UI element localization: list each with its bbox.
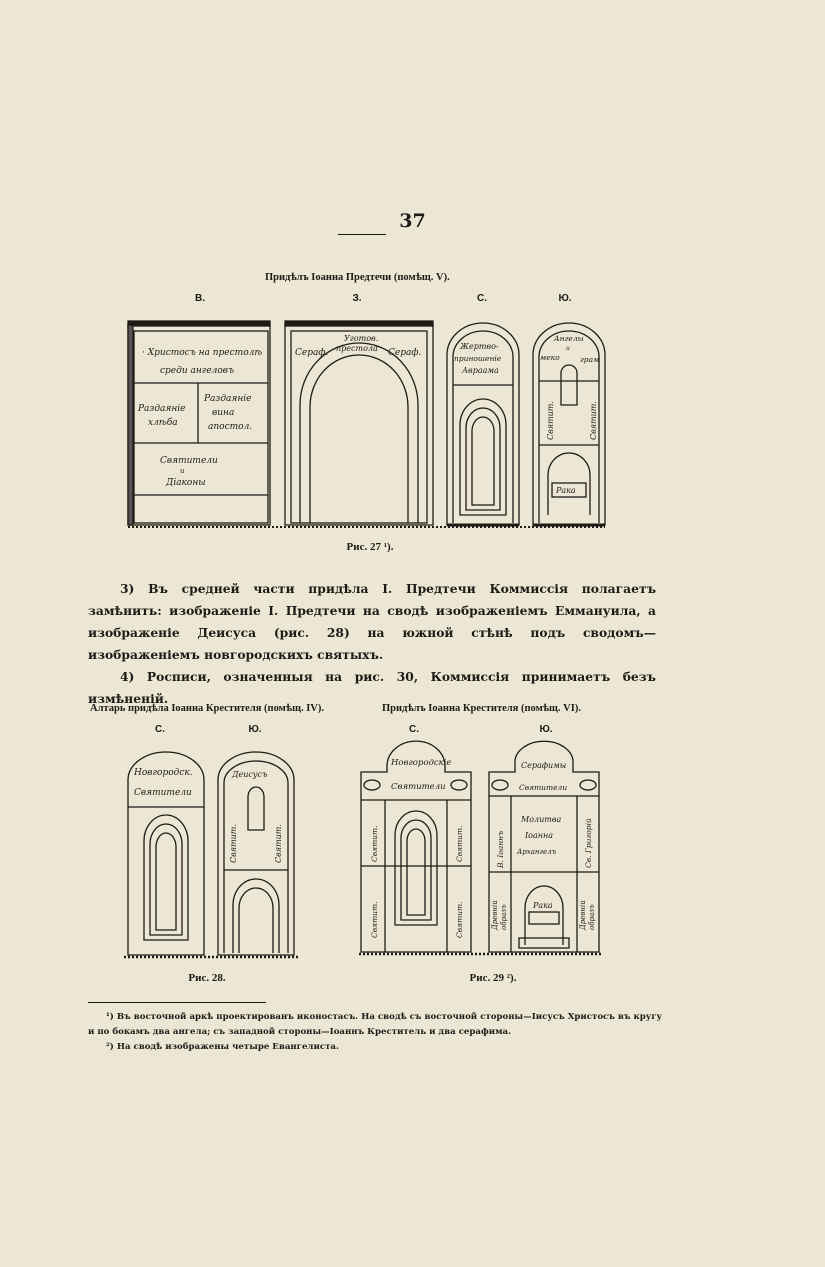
figure-28-direction-south: Ю.	[248, 724, 262, 735]
wall-east-label-saints: Святители	[160, 456, 218, 466]
footnotes	[88, 1010, 662, 1055]
wall-north-label-2: Святители	[391, 782, 446, 792]
footnote-1: ¹) Въ восточной аркѣ проектированъ иконостасъ. На сводѣ съ восточной стороны—Іисусъ Христосъ въ кругу и по бокамъ два ангела; съ западной стороны—Іоаннъ Креститель и два серафима.	[88, 1012, 662, 1037]
page-number: 37	[399, 210, 426, 232]
wall-south-label-old-icon-right-2: образъ	[588, 904, 596, 930]
wall-south-label-right: грам	[580, 355, 600, 364]
wall-east-label-and: и	[180, 467, 185, 475]
wall-north-label-saint-1: Святит.	[370, 825, 379, 862]
wall-north-label-saint-4: Святит.	[455, 901, 464, 938]
wall-south-label-saint-right: Святит.	[589, 401, 598, 440]
figure-27-direction-south: Ю.	[558, 293, 572, 304]
wall-east-label-bread-2: хлѣба	[148, 418, 178, 428]
wall-south-label-old-icon-right-1: Древній	[579, 900, 587, 930]
wall-south-label-saint-left: Святит.	[229, 824, 238, 863]
wall-east-label-wine-2: вина	[212, 408, 235, 418]
wall-south-label-shrine: Рака	[533, 901, 553, 910]
wall-east-label-christ: · Христосъ на престолѣ	[142, 348, 263, 358]
wall-south-label-seraphim: Серафимы	[521, 761, 567, 770]
wall-west-label-seraph-right: Сераф.	[388, 348, 422, 358]
wall-south-label-deisus: Деисусъ	[232, 770, 268, 779]
wall-north	[128, 752, 204, 955]
figure-28-title: Алтарь придѣла Іоанна Крестителя (помѣщ. IV).	[90, 703, 324, 714]
wall-south-label-old-icon-left-2: образъ	[500, 904, 508, 930]
wall-south-label-shrine: Рака	[556, 486, 576, 495]
figure-27-direction-west: З.	[352, 293, 362, 304]
body-text	[88, 578, 656, 710]
wall-north-label-1: Новгородск.	[134, 768, 193, 778]
wall-west-label-throne-2: престола	[336, 344, 378, 353]
wall-north-label-2: Святители	[134, 788, 192, 798]
wall-south-label-prayer-1: Молитва	[521, 815, 562, 824]
figure-27-direction-east: В.	[195, 293, 205, 304]
paragraph-4: 4) Росписи, означенныя на рис. 30, Коммиссія принимаетъ безъ измѣненій.	[88, 669, 656, 706]
figure-27-caption: Рис. 27 ¹).	[346, 541, 394, 553]
wall-south-label-saints: Святители	[519, 783, 568, 792]
figure-28-drawing	[118, 745, 308, 965]
wall-south-label-and: и	[566, 345, 570, 352]
wall-north-label-3: Авраама	[462, 366, 499, 375]
wall-east-label-angels: среди ангеловъ	[160, 366, 235, 376]
wall-south-label-saint-left: Святит.	[546, 401, 555, 440]
wall-south-label-angels: Ангелы	[554, 334, 584, 343]
wall-south-label-prayer-3: Архангелъ	[517, 848, 557, 856]
wall-east-label-deacons: Діаконы	[166, 478, 206, 488]
figure-29-direction-north: С.	[409, 724, 419, 735]
page-number-rule	[338, 234, 386, 235]
wall-west-label-throne-1: Уготов.	[344, 334, 379, 343]
wall-east-label-wine-1: Раздаяніе	[204, 394, 252, 404]
wall-south-label-prayer-2: Іоанна	[525, 831, 554, 840]
wall-north-label-1: Новгородскіе	[391, 758, 452, 768]
wall-north-label-2: приношеніе	[454, 354, 502, 363]
wall-east-label-wine-3: апостол.	[208, 422, 253, 432]
figure-29-caption: Рис. 29 ²).	[469, 972, 517, 984]
wall-south-label-old-icon-left-1: Древній	[491, 900, 499, 930]
wall-south-label-john: В. Іоаннъ	[496, 830, 505, 868]
figure-27-direction-north: С.	[477, 293, 487, 304]
wall-north-label-1: Жертво-	[460, 342, 499, 351]
wall-south-label-saint-right: Святит.	[274, 824, 283, 863]
wall-north-label-saint-3: Святит.	[370, 901, 379, 938]
figure-29-drawing	[355, 740, 615, 965]
wall-north-label-saint-2: Святит.	[455, 825, 464, 862]
footnote-rule	[88, 1002, 266, 1003]
footnote-2: ²) На сводѣ изображены четыре Евангелиста.	[106, 1042, 339, 1052]
wall-east-label-bread-1: Раздаяніе	[138, 404, 186, 414]
paragraph-3: 3) Въ средней части придѣла І. Предтечи Коммиссія полагаетъ замѣнить: изображеніе І. Предтечи на сводѣ изображеніемъ Еммануила, а изображеніе Деисуса (рис. 28) на южной стѣнѣ подъ сводомъ—изображеніемъ новгородскихъ святыхъ.	[88, 581, 656, 662]
figure-27-drawing	[120, 315, 620, 535]
wall-south-label-gregory: Св. Григорій	[584, 818, 593, 868]
figure-28-caption: Рис. 28.	[188, 972, 226, 984]
figure-29-title: Придѣлъ Іоанна Крестителя (помѣщ. VI).	[382, 703, 581, 714]
wall-west-label-seraph-left: Сераф.	[295, 348, 329, 358]
wall-south-label-left: меко	[540, 353, 560, 362]
figure-29-direction-south: Ю.	[539, 724, 553, 735]
figure-28-direction-north: С.	[155, 724, 165, 735]
figure-27-title: Придѣлъ Іоанна Предтечи (помѣщ. V).	[265, 272, 450, 283]
